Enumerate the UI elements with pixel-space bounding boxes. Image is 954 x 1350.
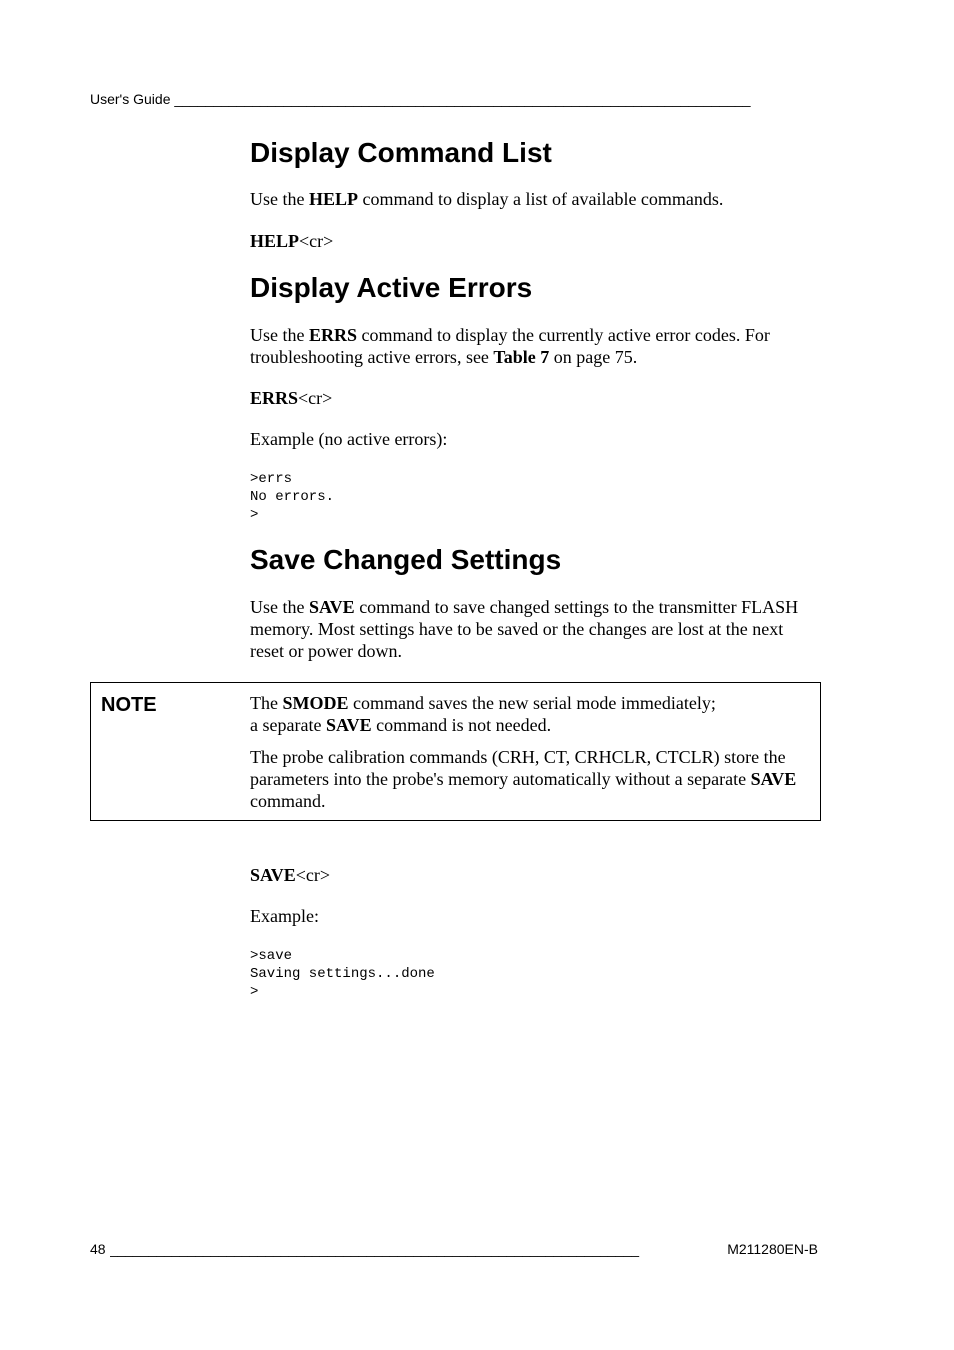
header-title: User's Guide: [90, 91, 171, 107]
running-header: [90, 90, 814, 108]
save-example-label: Example:: [250, 906, 319, 926]
note-p2-command: SAVE: [750, 769, 797, 789]
note-paragraph-2: [250, 746, 820, 812]
help-intro-command: HELP: [308, 189, 358, 209]
save-intro-post: command to save changed settings to the transmitter FLASH memory. Most settings have to be saved or the changes are lost at the next reset or power down.: [250, 597, 799, 661]
note-p2-post: command.: [250, 791, 326, 811]
errs-syntax: [250, 387, 820, 409]
footer-rule: ____________________________________________________________________: [109, 1241, 640, 1257]
save-intro: [250, 596, 810, 662]
header-rule: __________________________________________________________________________: [174, 91, 751, 107]
errs-syntax-suffix: <cr>: [298, 388, 333, 408]
errs-example-code: >errs No errors. >: [250, 471, 335, 523]
heading-display-active-errors: Display Active Errors: [250, 272, 533, 303]
save-syntax-suffix: <cr>: [295, 865, 330, 885]
errs-intro-post: on page 75.: [549, 347, 638, 367]
note-label: NOTE: [101, 694, 157, 716]
errs-intro-command: ERRS: [308, 325, 357, 345]
help-syntax-command: HELP: [250, 231, 300, 251]
note-paragraph-1: [250, 692, 820, 736]
note-p2-text: The probe calibration commands (CRH, CT, CRHCLR, CTCLR) store the parameters into the probe's memory automatically without a separate: [250, 747, 786, 789]
running-footer: [90, 1240, 818, 1258]
note-p1-line2-post: command is not needed.: [371, 715, 552, 735]
help-syntax-suffix: <cr>: [299, 231, 334, 251]
errs-table-reference: Table 7: [493, 347, 550, 367]
note-p1-line2-command: SAVE: [325, 715, 372, 735]
errs-syntax-command: ERRS: [250, 388, 299, 408]
note-p1-mid: command saves the new serial mode immediately;: [348, 693, 716, 713]
page-number: 48: [90, 1241, 106, 1257]
note-p1-command: SMODE: [282, 693, 349, 713]
help-intro-post: command to display a list of available commands.: [358, 189, 724, 209]
errs-example-label: Example (no active errors):: [250, 429, 448, 449]
errs-intro: [250, 324, 820, 368]
document-code: M211280EN-B: [727, 1241, 818, 1257]
heading-save-changed-settings: Save Changed Settings: [250, 544, 562, 575]
help-intro: [250, 188, 820, 210]
errs-intro-pre: Use the: [250, 325, 309, 345]
save-syntax: [250, 864, 820, 886]
save-syntax-command: SAVE: [250, 865, 296, 885]
note-p1-line2-pre: a separate: [250, 715, 326, 735]
help-syntax: [250, 230, 820, 252]
save-intro-command: SAVE: [308, 597, 355, 617]
heading-display-command-list: Display Command List: [250, 137, 552, 168]
save-intro-pre: Use the: [250, 597, 309, 617]
errs-intro-mid: command to display the currently active error codes. For troubleshooting active errors, see: [250, 325, 770, 367]
note-p1-pre: The: [250, 693, 283, 713]
save-example-code: >save Saving settings...done >: [250, 948, 435, 1000]
help-intro-pre: Use the: [250, 189, 309, 209]
